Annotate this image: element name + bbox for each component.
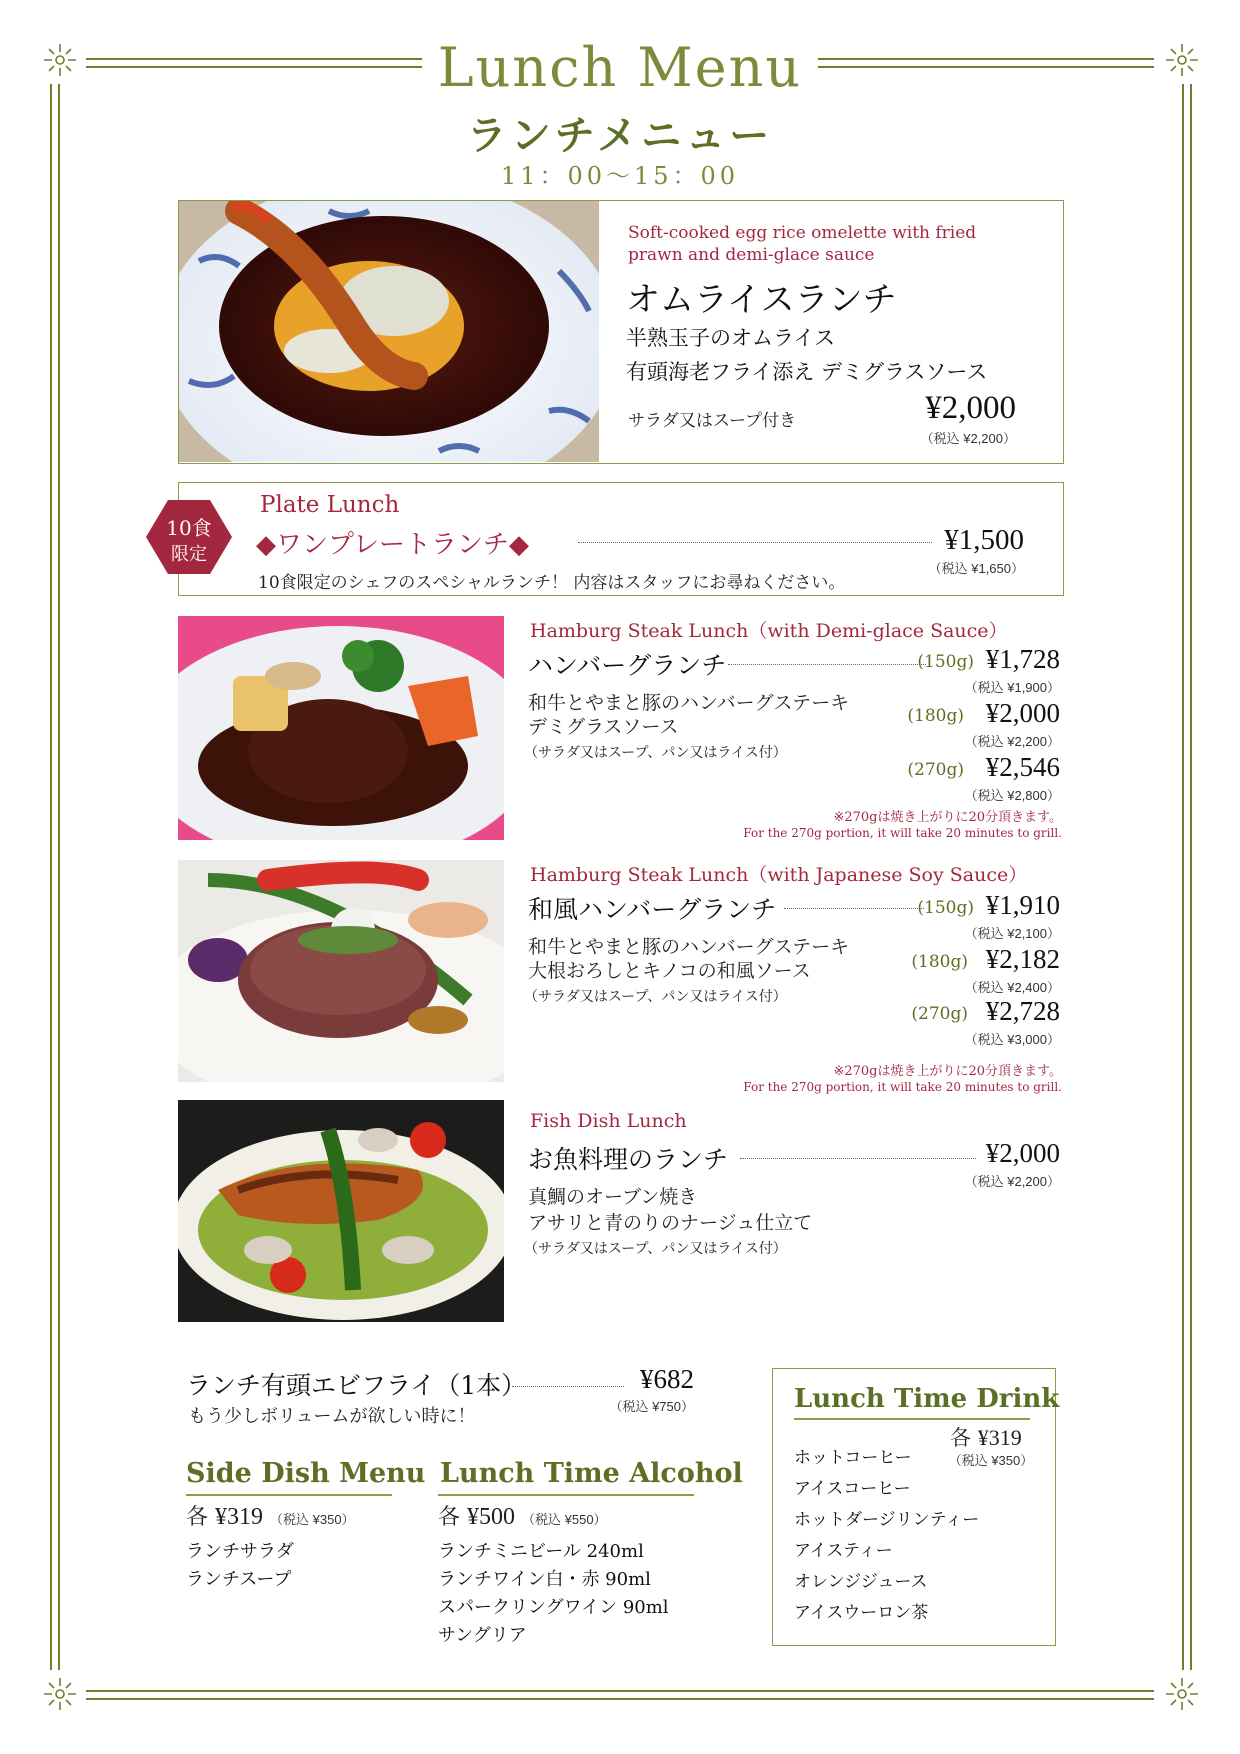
leader-dots	[740, 1158, 976, 1159]
lunch-hours: 11：00～15：00	[500, 162, 740, 190]
hamburg-soy-sides: （サラダ又はスープ、パン又はライス付）	[524, 989, 787, 1005]
alcohol-title: Lunch Time Alcohol	[440, 1458, 743, 1489]
prawn-addon-price: ¥682	[640, 1364, 694, 1394]
plate-lunch-price: ¥1,500	[944, 524, 1024, 556]
hamburg-demi-photo	[178, 616, 504, 840]
hamburg-demi-tax-150g: （税込 ¥1,900）	[964, 680, 1060, 695]
omurice-name-en: Soft-cooked egg rice omelette with fried prawn and demi-glace sauce	[628, 223, 977, 265]
alcohol-item: ランチミニビール 240ml	[438, 1541, 644, 1562]
omurice-price: ¥2,000	[925, 390, 1016, 426]
omurice-side-note: サラダ又はスープ付き	[628, 411, 797, 431]
fish-tax-price: （税込 ¥2,200）	[964, 1174, 1060, 1189]
size-270g: (270g)	[907, 760, 964, 780]
side-dish-item: ランチサラダ	[186, 1541, 294, 1562]
grill-note-en: For the 270g portion, it will take 20 minutes to grill.	[743, 1080, 1062, 1094]
prawn-addon-name: ランチ有頭エビフライ（1本）	[186, 1371, 527, 1400]
grill-note-en: For the 270g portion, it will take 20 minutes to grill.	[743, 826, 1062, 840]
alcohol-item: サングリア	[438, 1625, 527, 1646]
drink-item: アイスコーヒー	[794, 1479, 911, 1499]
omurice-tax-price: （税込 ¥2,200）	[920, 431, 1016, 446]
hamburg-soy-tax-270g: （税込 ¥3,000）	[964, 1032, 1060, 1047]
prawn-addon-tax-price: （税込 ¥750）	[609, 1399, 694, 1414]
fish-sides: （サラダ又はスープ、パン又はライス付）	[524, 1241, 787, 1257]
fish-name-jp: お魚料理のランチ	[528, 1145, 729, 1174]
hamburg-soy-price-270g: ¥2,728	[985, 996, 1060, 1026]
fish-desc-2: アサリと青のりのナージュ仕立て	[528, 1212, 813, 1234]
hamburg-soy-tax-150g: （税込 ¥2,100）	[964, 926, 1060, 941]
plate-lunch-desc: 10食限定のシェフのスペシャルランチ！ 内容はスタッフにお尋ねください。	[258, 573, 846, 593]
grill-note-jp: ※270gは焼き上がりに20分頂きます。	[833, 810, 1062, 825]
side-dish-title: Side Dish Menu	[186, 1458, 426, 1489]
fish-price: ¥2,000	[985, 1138, 1060, 1168]
drink-tax-price: （税込 ¥350）	[948, 1453, 1034, 1468]
grill-note-jp: ※270gは焼き上がりに20分頂きます。	[833, 1064, 1062, 1079]
leader-dots	[784, 908, 924, 909]
heading-underline	[794, 1418, 1030, 1420]
alcohol-item: ランチワイン白・赤 90ml	[438, 1569, 651, 1590]
plate-lunch-name-en: Plate Lunch	[260, 492, 400, 518]
corner-star-icon	[1164, 1676, 1200, 1712]
hamburg-soy-name-en: Hamburg Steak Lunch（with Japanese Soy Sauce）	[530, 864, 1028, 886]
hamburg-soy-price-180g: ¥2,182	[985, 944, 1060, 974]
hamburg-soy-name-jp: 和風ハンバーグランチ	[528, 895, 777, 924]
plate-lunch-name-jp: ◆ワンプレートランチ◆	[256, 530, 529, 560]
omurice-name-jp: オムライスランチ	[626, 280, 897, 320]
prawn-addon-desc: もう少しボリュームが欲しい時に！	[188, 1406, 476, 1427]
alcohol-item: スパークリングワイン 90ml	[438, 1597, 669, 1618]
hamburg-demi-desc-1: 和牛とやまと豚のハンバーグステーキ	[528, 692, 850, 714]
hamburg-demi-tax-270g: （税込 ¥2,800）	[964, 788, 1060, 803]
drink-price-row: 各 ¥319	[950, 1425, 1022, 1450]
hamburg-soy-photo	[178, 860, 504, 1082]
size-150g: (150g)	[917, 898, 974, 918]
omurice-desc-2: 有頭海老フライ添え デミグラスソース	[626, 360, 988, 384]
drink-item: ホットダージリンティー	[794, 1510, 980, 1530]
hamburg-demi-tax-180g: （税込 ¥2,200）	[964, 734, 1060, 749]
hamburg-demi-price-180g: ¥2,000	[985, 698, 1060, 728]
menu-title-en: Lunch Menu	[0, 36, 1240, 99]
corner-star-icon	[42, 1676, 78, 1712]
limited-badge: 10食 限定	[146, 500, 232, 574]
size-150g: (150g)	[917, 652, 974, 672]
size-180g: (180g)	[911, 952, 968, 972]
drink-item: アイスウーロン茶	[794, 1603, 929, 1623]
hamburg-demi-name-en: Hamburg Steak Lunch（with Demi-glace Sauce）	[530, 620, 1008, 642]
alcohol-price-row: 各 ¥500 （税込 ¥550）	[438, 1504, 607, 1530]
side-dish-item: ランチスープ	[186, 1569, 292, 1590]
hamburg-soy-desc-1: 和牛とやまと豚のハンバーグステーキ	[528, 936, 850, 958]
side-dish-price-row: 各 ¥319 （税込 ¥350）	[186, 1504, 355, 1530]
hamburg-soy-tax-180g: （税込 ¥2,400）	[964, 980, 1060, 995]
size-180g: (180g)	[907, 706, 964, 726]
fish-name-en: Fish Dish Lunch	[530, 1110, 687, 1132]
hamburg-demi-sides: （サラダ又はスープ、パン又はライス付）	[524, 745, 787, 761]
hamburg-soy-price-150g: ¥1,910	[985, 890, 1060, 920]
omurice-photo	[179, 201, 599, 462]
drink-item: オレンジジュース	[794, 1572, 928, 1592]
drink-item: アイスティー	[794, 1541, 893, 1561]
hamburg-demi-name-jp: ハンバーグランチ	[528, 651, 727, 680]
hamburg-demi-price-150g: ¥1,728	[985, 644, 1060, 674]
fish-desc-1: 真鯛のオーブン焼き	[528, 1186, 698, 1208]
hamburg-demi-price-270g: ¥2,546	[985, 752, 1060, 782]
plate-lunch-tax-price: （税込 ¥1,650）	[928, 561, 1024, 576]
heading-underline	[186, 1494, 392, 1496]
leader-dots	[728, 664, 926, 665]
drink-title: Lunch Time Drink	[794, 1384, 1060, 1414]
menu-title-jp: ランチメニュー	[466, 112, 774, 159]
hamburg-demi-desc-2: デミグラスソース	[528, 716, 679, 738]
size-270g: (270g)	[911, 1004, 968, 1024]
drink-item: ホットコーヒー	[794, 1448, 912, 1468]
heading-underline	[438, 1494, 694, 1496]
fish-dish-photo	[178, 1100, 504, 1322]
hamburg-soy-desc-2: 大根おろしとキノコの和風ソース	[528, 960, 811, 982]
leader-dots	[578, 542, 932, 543]
omurice-desc-1: 半熟玉子のオムライス	[626, 326, 836, 350]
